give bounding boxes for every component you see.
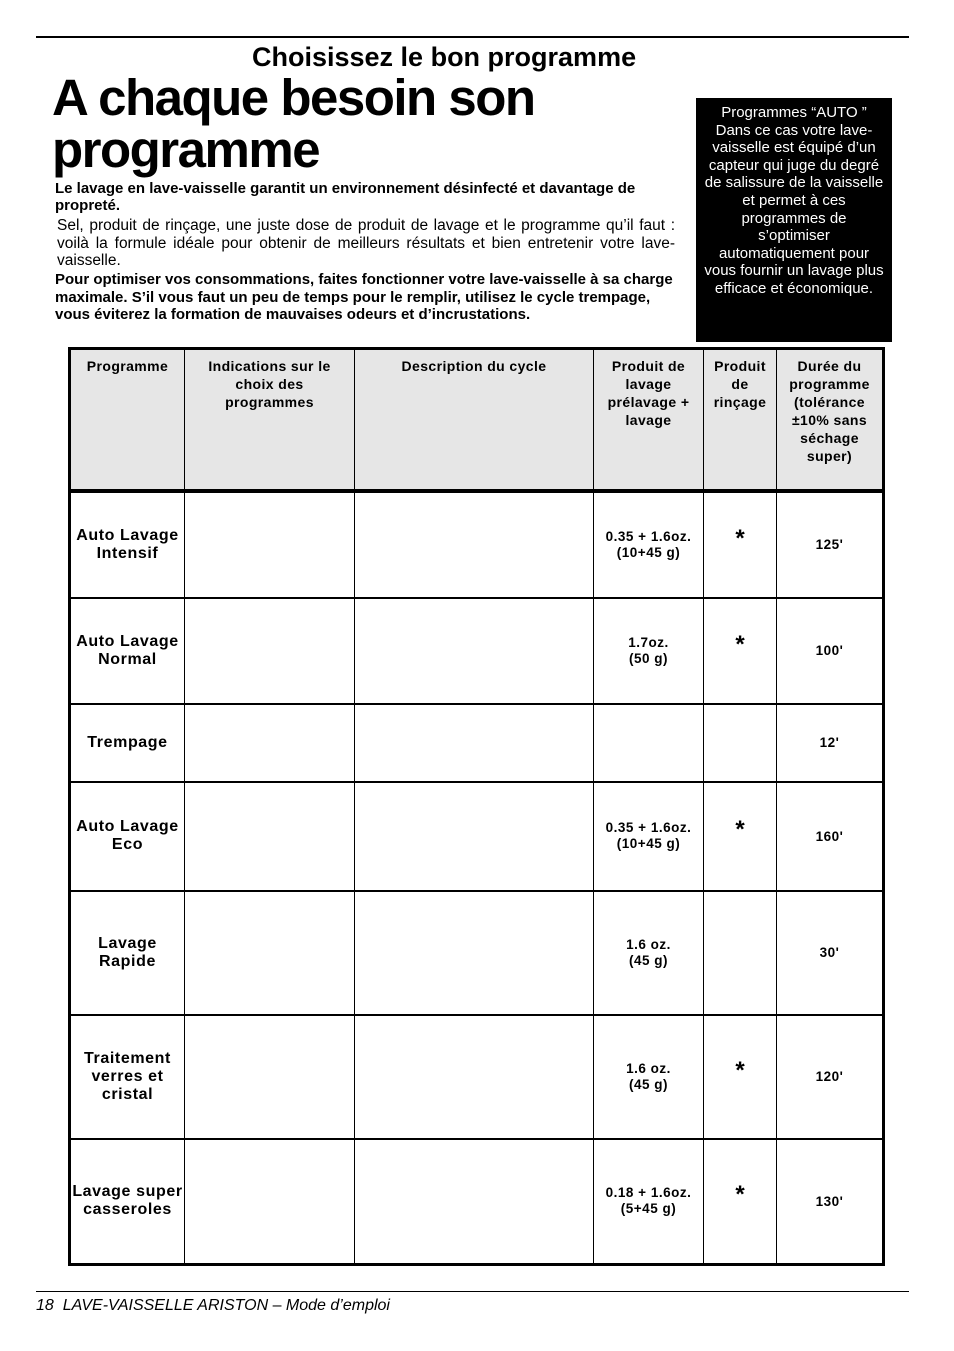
- produit-quantity: 0.35 + 1.6oz.: [605, 820, 692, 835]
- cell-produit-rincage: [704, 598, 777, 704]
- cell-duree: 120': [777, 1015, 884, 1139]
- cell-duree: 30': [777, 891, 884, 1015]
- table-header-row: [70, 349, 884, 491]
- cell-produit-lavage: [594, 704, 704, 782]
- cell-indications: [185, 782, 355, 891]
- cell-duree: 100': [777, 598, 884, 704]
- page-number: 18: [36, 1297, 54, 1314]
- program-table: [68, 347, 885, 1266]
- section-title: Choisissez le bon programme: [252, 42, 637, 72]
- table-row: [70, 1015, 884, 1139]
- cell-produit-rincage: [704, 491, 777, 598]
- cell-indications: [185, 491, 355, 598]
- produit-grams: (45 g): [628, 952, 668, 968]
- rinse-asterisk: *: [735, 816, 745, 843]
- cell-produit-rincage: [704, 704, 777, 782]
- header-indications: Indications sur le choix des programmes: [185, 349, 355, 491]
- cell-description: [355, 782, 594, 891]
- bottom-rule: [36, 1291, 909, 1292]
- intro-paragraph: Sel, produit de rinçage, une juste dose de produit de lavage et le programme qu’il faut : voilà la formule idéale pour obtenir de meilleurs résultats et bien entretenir votre lave-vaisselle.: [57, 217, 675, 269]
- cell-produit-lavage: [594, 491, 704, 598]
- produit-quantity: 0.35 + 1.6oz.: [605, 528, 692, 544]
- header-produit-lavage: Produit de lavage prélavage + lavage: [594, 349, 704, 491]
- rinse-asterisk: *: [735, 524, 745, 552]
- page-footer: [36, 1297, 390, 1315]
- optimisation-paragraph: Pour optimiser vos consommations, faites fonctionner votre lave-vaisselle à sa charge maximale. S’il vous faut un peu de temps pour le remplir, utilisez le cycle trempage, vous éviterez la formation de mauvaises odeurs et d’incrustations.: [55, 271, 673, 323]
- produit-quantity: 1.6 oz.: [626, 936, 671, 952]
- cell-indications: [185, 704, 355, 782]
- intro-bold-paragraph: Le lavage en lave-vaisselle garantit un environnement désinfecté et davantage de propreté.: [55, 180, 636, 214]
- cell-programme: Lavage Rapide: [70, 891, 185, 1015]
- table-row: [70, 891, 884, 1015]
- table-row: [70, 704, 884, 782]
- header-duree: Durée du programme (tolérance ±10% sans séchage super): [777, 349, 884, 491]
- cell-description: [355, 491, 594, 598]
- cell-description: [355, 891, 594, 1015]
- cell-description: [355, 598, 594, 704]
- top-rule: [36, 36, 909, 38]
- produit-grams: (10+45 g): [616, 544, 681, 560]
- table-row: [70, 491, 884, 598]
- produit-quantity: 1.7oz.: [628, 634, 669, 650]
- table-row: [70, 1139, 884, 1265]
- cell-duree: 125': [777, 491, 884, 598]
- rinse-asterisk: *: [735, 1181, 745, 1209]
- cell-produit-lavage: [594, 782, 704, 891]
- cell-duree: 130': [777, 1139, 884, 1265]
- cell-programme: Auto Lavage Normal: [70, 598, 185, 704]
- cell-programme: Trempage: [70, 704, 185, 782]
- produit-grams: (50 g): [628, 650, 668, 666]
- produit-grams: (10+45 g): [616, 836, 681, 851]
- cell-description: [355, 1139, 594, 1265]
- produit-grams: (5+45 g): [620, 1201, 677, 1217]
- footer-brand: LAVE-VAISSELLE ARISTON: [62, 1297, 269, 1314]
- cell-produit-rincage: [704, 782, 777, 891]
- cell-programme: Traitement verres et cristal: [70, 1015, 185, 1139]
- cell-description: [355, 704, 594, 782]
- footer-dash: –: [268, 1297, 286, 1314]
- cell-duree: 160': [777, 782, 884, 891]
- table-row: [70, 598, 884, 704]
- cell-indications: [185, 891, 355, 1015]
- cell-duree: 12': [777, 704, 884, 782]
- cell-produit-rincage: [704, 1139, 777, 1265]
- auto-programs-note: Programmes “AUTO ” Dans ce cas votre lave-vaisselle est équipé d’un capteur qui juge du degré de salissure de la vaisselle et permet à ces programmes de s’optimiser automatiquement pour vous fournir un lavage plus efficace et économique.: [696, 98, 892, 342]
- cell-programme: Auto Lavage Eco: [70, 782, 185, 891]
- rinse-asterisk: *: [735, 630, 745, 658]
- cell-indications: [185, 1139, 355, 1265]
- header-produit-rincage: Produit de rinçage: [704, 349, 777, 491]
- page-title: A chaque besoin son programme: [52, 69, 535, 178]
- header-description: Description du cycle: [355, 349, 594, 491]
- header-programme: Programme: [70, 349, 185, 491]
- cell-indications: [185, 1015, 355, 1139]
- cell-produit-lavage: [594, 598, 704, 704]
- footer-doc-type: Mode d’emploi: [285, 1297, 390, 1314]
- cell-produit-lavage: [594, 1015, 704, 1139]
- cell-programme: Lavage super casseroles: [70, 1139, 185, 1265]
- cell-produit-lavage: [594, 891, 704, 1015]
- produit-quantity: 1.6 oz.: [626, 1060, 671, 1076]
- cell-programme: Auto Lavage Intensif: [70, 491, 185, 598]
- cell-produit-rincage: [704, 1015, 777, 1139]
- cell-produit-lavage: [594, 1139, 704, 1265]
- cell-description: [355, 1015, 594, 1139]
- produit-grams: (45 g): [628, 1076, 668, 1092]
- cell-indications: [185, 598, 355, 704]
- produit-quantity: 0.18 + 1.6oz.: [605, 1185, 692, 1201]
- rinse-asterisk: *: [735, 1056, 745, 1084]
- cell-produit-rincage: [704, 891, 777, 1015]
- table-row: [70, 782, 884, 891]
